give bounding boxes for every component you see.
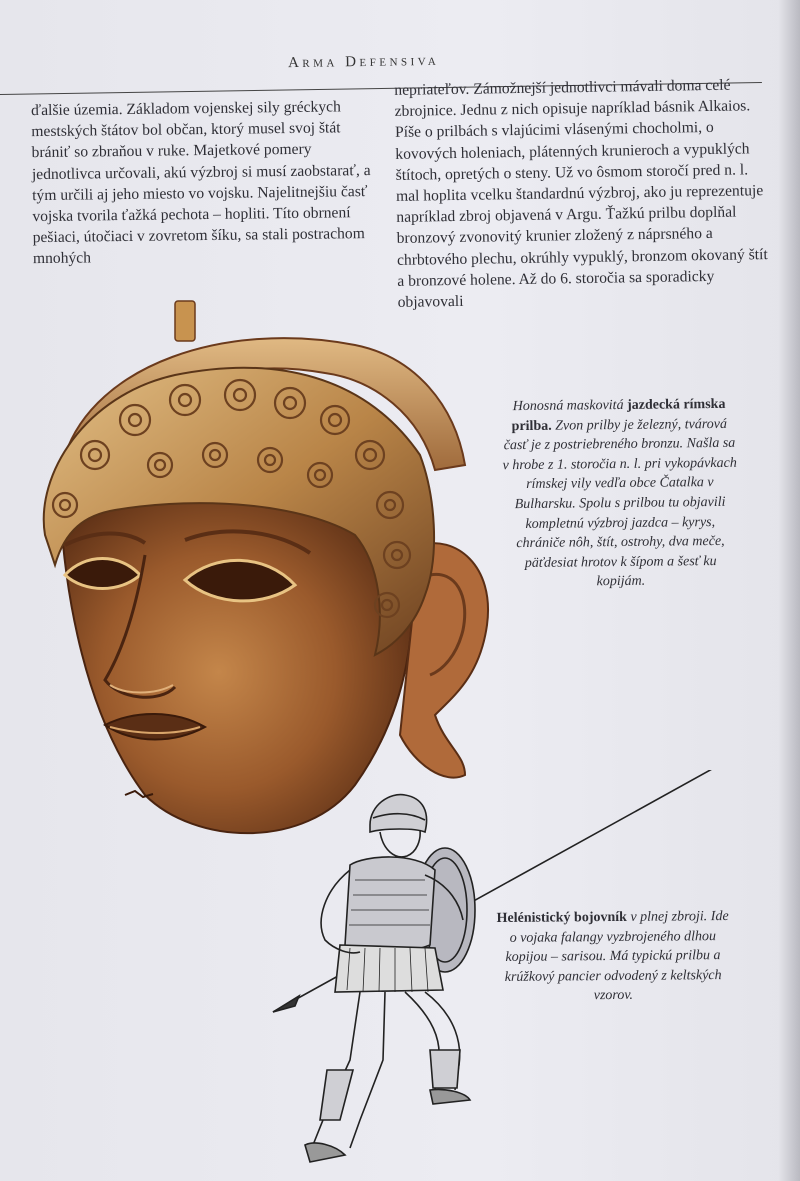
caption-roman-helmet xyxy=(499,395,741,593)
paragraph-left: ďalšie územia. Základom vojenskej sily gréckych mestských štátov bol občan, ktorý musel svoj štát brániť so zbraňou v ruke. Majetkové pomery jednotlivca určovali, akú výzbroj si musí zaobstarať, a tým určili aj jeho miesto vo vojsku. Najelitnejšiu časť vojska tvorila ťažká pechota – hopliti. Títo obrnení pešiaci, útočiaci v zovretom šíku, sa stali postrachom mnohých xyxy=(31,98,371,268)
caption-helmet-bold: jazdecká rímska prilba. xyxy=(511,396,726,434)
caption-helmet-lead: Honosná maskovitá xyxy=(512,397,624,415)
text-column-left xyxy=(31,96,383,270)
caption-helmet-text: Zvon prilby je železný, tvárová časť je z postriebreného bronzu. Našla sa v hrobe z 1. storočia n. l. pri vykopávkach rímskej vily vedľa obce Čatalka v Bulharsku. Spolu s prilbou tu objavili kompletnú výzbroj jazdca – kyrys, chrániče nôh, štít, ostrohy, dva meče, päťdesiat hrotov k šípom a šesť ku kopijám. xyxy=(502,416,737,590)
paragraph-right: nepriateľov. Zámožnejší jednotlivci mávali doma celé zbrojnice. Jednu z nich opisuje napríklad básnik Alkaios. Píše o prilbách s vlajúcimi vlásenými chocholmi, o kovových holeniach, plátenných krunieroch a vypuklých štítoch, opretých o steny. Už vo ôsmom storočí pred n. l. mal hoplita vcelku štandardnú výzbroj, ako ju reprezentuje napríklad zbroj objavená v Argu. Ťažkú prilbu doplňal bronzový zvonovitý krunier zložený z náprsného a chrbtového plechu, okrúhly vypuklý, bronzom okovaný štít a bronzové holene. Až do 6. storočia sa sporadicky objavovali xyxy=(394,76,768,311)
caption-hellenistic-warrior xyxy=(492,907,735,1007)
caption-warrior-bold: Helénistický bojovník xyxy=(496,909,627,927)
caption-warrior-text: v plnej zbroji. Ide o vojaka falangy vyzbrojeného dlhou kopijou – sarisou. Má typickú prilbu a krúžkový pancier odvodený z keltských vzorov. xyxy=(504,908,729,1004)
text-column-right xyxy=(394,74,770,313)
running-head: Arma Defensiva xyxy=(287,52,440,72)
